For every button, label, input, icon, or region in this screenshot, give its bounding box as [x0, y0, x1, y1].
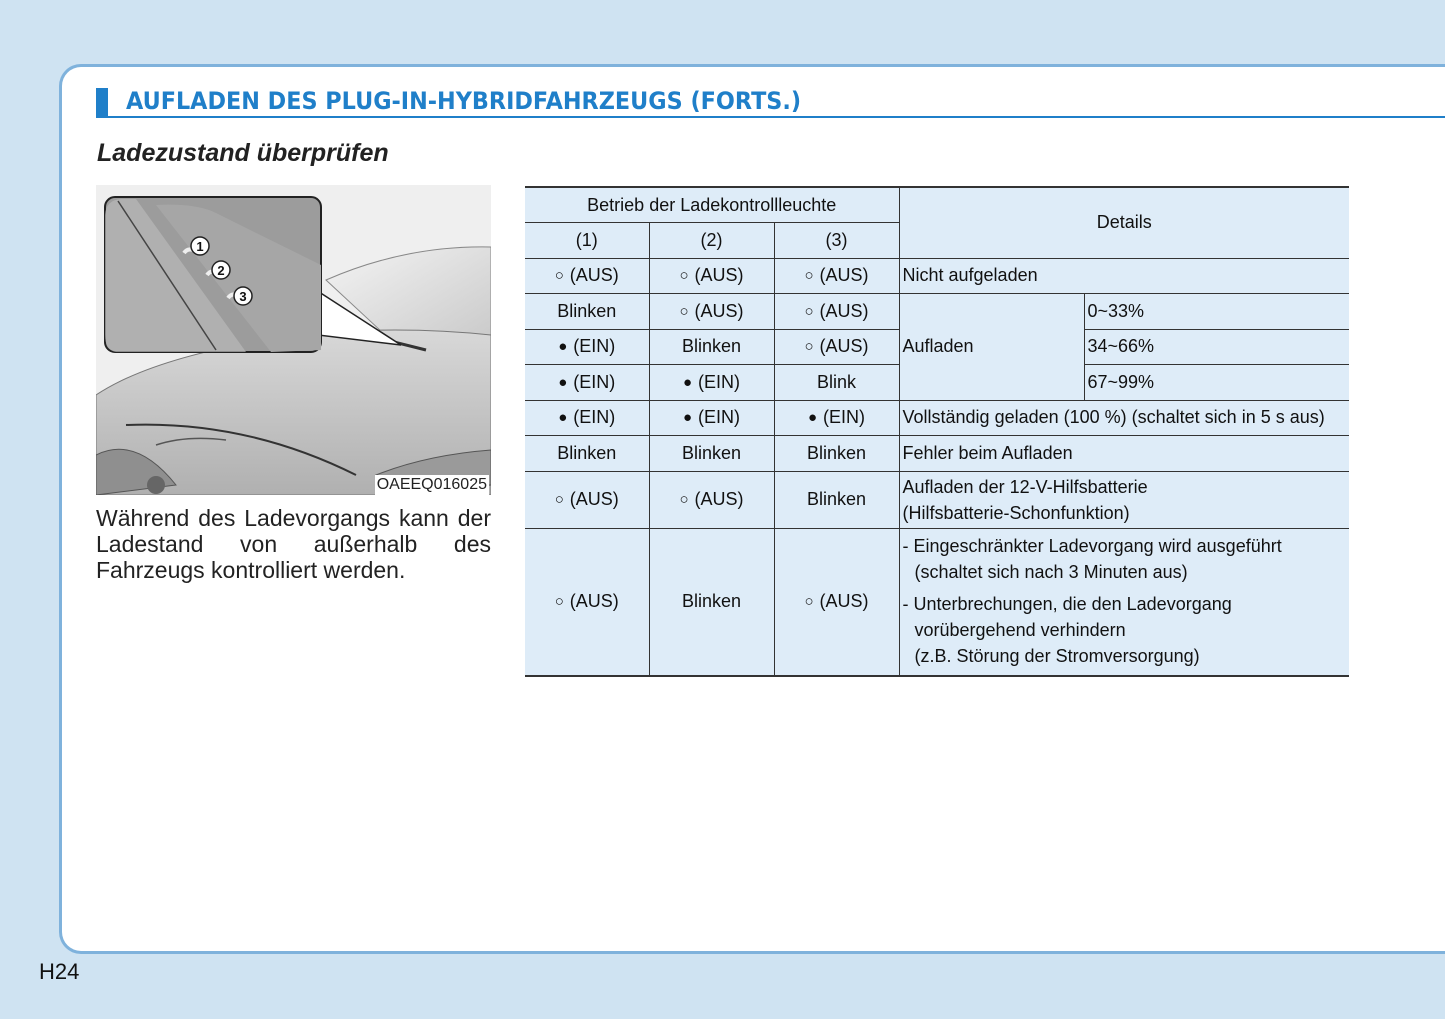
- section-title-bar: [96, 86, 1445, 118]
- header-details: Details: [899, 187, 1349, 258]
- off-circle-icon: ○: [804, 593, 814, 610]
- detail-line: vorübergehend verhindern: [914, 619, 1126, 640]
- detail-line: - Unterbrechungen, die den Ladevorgang: [902, 593, 1232, 614]
- cell-value: (AUS): [694, 265, 744, 286]
- detail-line: (schaltet sich nach 3 Minuten aus): [914, 561, 1188, 582]
- cell-value: (EIN): [823, 407, 866, 428]
- header-col-1: (1): [525, 223, 649, 259]
- off-circle-icon: ○: [554, 267, 564, 285]
- off-circle-icon: ○: [804, 302, 814, 320]
- page-number: H24: [39, 959, 80, 984]
- body-paragraph: Während des Ladevorgangs kann der Ladestand von außerhalb des Fahrzeugs kontrolliert werden.: [96, 505, 491, 583]
- cell-value: (EIN): [698, 407, 741, 428]
- detail-cell: Nicht aufgeladen: [899, 258, 1349, 294]
- cell-value: Blinken: [774, 471, 899, 528]
- cell-value: Blinken: [525, 436, 649, 472]
- indicator-callout-1: [191, 237, 209, 255]
- car-illustration: [96, 185, 491, 495]
- cell-value: (EIN): [698, 371, 741, 392]
- on-dot-icon: ●: [558, 373, 568, 391]
- title-marker: [96, 88, 108, 116]
- off-circle-icon: ○: [804, 338, 814, 356]
- off-circle-icon: ○: [554, 491, 564, 508]
- detail-line: (z.B. Störung der Stromversorgung): [914, 645, 1200, 666]
- off-circle-icon: ○: [679, 267, 689, 285]
- detail-line: - Eingeschränkter Ladevorgang wird ausgeführt: [902, 535, 1282, 556]
- cell-value: (EIN): [573, 407, 616, 428]
- cell-value: Blink: [774, 365, 899, 401]
- cell-value: Blinken: [649, 436, 774, 472]
- svg-text:2: 2: [217, 263, 225, 278]
- table-row: [525, 294, 1349, 330]
- on-dot-icon: ●: [558, 409, 568, 427]
- percent-cell: 67~99%: [1084, 365, 1349, 401]
- header-col-3: (3): [774, 223, 899, 259]
- svg-text:1: 1: [196, 239, 204, 254]
- cell-value: (AUS): [819, 336, 869, 357]
- indicator-callout-2: [212, 261, 230, 279]
- cell-value: Blinken: [649, 329, 774, 365]
- header-lamp-operation: Betrieb der Ladekontrollleuchte: [525, 187, 899, 223]
- cell-value: (AUS): [819, 591, 869, 611]
- on-dot-icon: ●: [682, 409, 693, 427]
- off-circle-icon: ○: [804, 267, 814, 285]
- detail-item: [903, 591, 1350, 669]
- detail-cell: [899, 528, 1349, 676]
- section-title: AUFLADEN DES PLUG-IN-HYBRIDFAHRZEUGS (FORTS.): [126, 87, 802, 115]
- subsection-title: Ladezustand überprüfen: [97, 139, 389, 167]
- detail-line: (Hilfsbatterie-Schonfunktion): [902, 502, 1130, 523]
- percent-cell: 34~66%: [1084, 329, 1349, 365]
- header-col-2: (2): [649, 223, 774, 259]
- off-circle-icon: ○: [679, 491, 689, 508]
- table-row: [525, 436, 1349, 472]
- table-row: [525, 471, 1349, 528]
- indicator-callout-3: [234, 287, 252, 305]
- cell-value: (AUS): [694, 489, 744, 509]
- off-circle-icon: ○: [554, 593, 564, 610]
- charging-indicator-table: [525, 186, 1349, 677]
- cell-value: (AUS): [569, 265, 619, 286]
- figure-code: OAEEQ016025: [376, 476, 487, 493]
- table-row: [525, 258, 1349, 294]
- charging-label-cell: Aufladen: [899, 294, 1084, 401]
- detail-cell: Vollständig geladen (100 %) (schaltet sich in 5 s aus): [899, 400, 1349, 436]
- cell-value: (AUS): [569, 489, 619, 509]
- cell-value: Blinken: [774, 436, 899, 472]
- detail-item: [903, 533, 1350, 585]
- detail-cell: Fehler beim Aufladen: [899, 436, 1349, 472]
- table-row: [525, 400, 1349, 436]
- on-dot-icon: ●: [807, 409, 818, 427]
- table-header-row: [525, 187, 1349, 223]
- on-dot-icon: ●: [682, 373, 693, 391]
- car-charging-indicator-figure: [96, 185, 491, 495]
- cell-value: (AUS): [694, 300, 744, 321]
- svg-text:3: 3: [239, 289, 247, 304]
- percent-cell: 0~33%: [1084, 294, 1349, 330]
- table-row: [525, 528, 1349, 676]
- detail-cell: [899, 471, 1349, 528]
- cell-value: Blinken: [525, 294, 649, 330]
- cell-value: (AUS): [819, 300, 869, 321]
- cell-value: Blinken: [649, 528, 774, 676]
- cell-value: (EIN): [573, 371, 616, 392]
- on-dot-icon: ●: [558, 338, 568, 356]
- cell-value: (AUS): [819, 265, 869, 286]
- cell-value: (AUS): [569, 591, 619, 611]
- cell-value: (EIN): [573, 336, 616, 357]
- off-circle-icon: ○: [679, 302, 689, 320]
- detail-line: Aufladen der 12-V-Hilfsbatterie: [902, 476, 1148, 497]
